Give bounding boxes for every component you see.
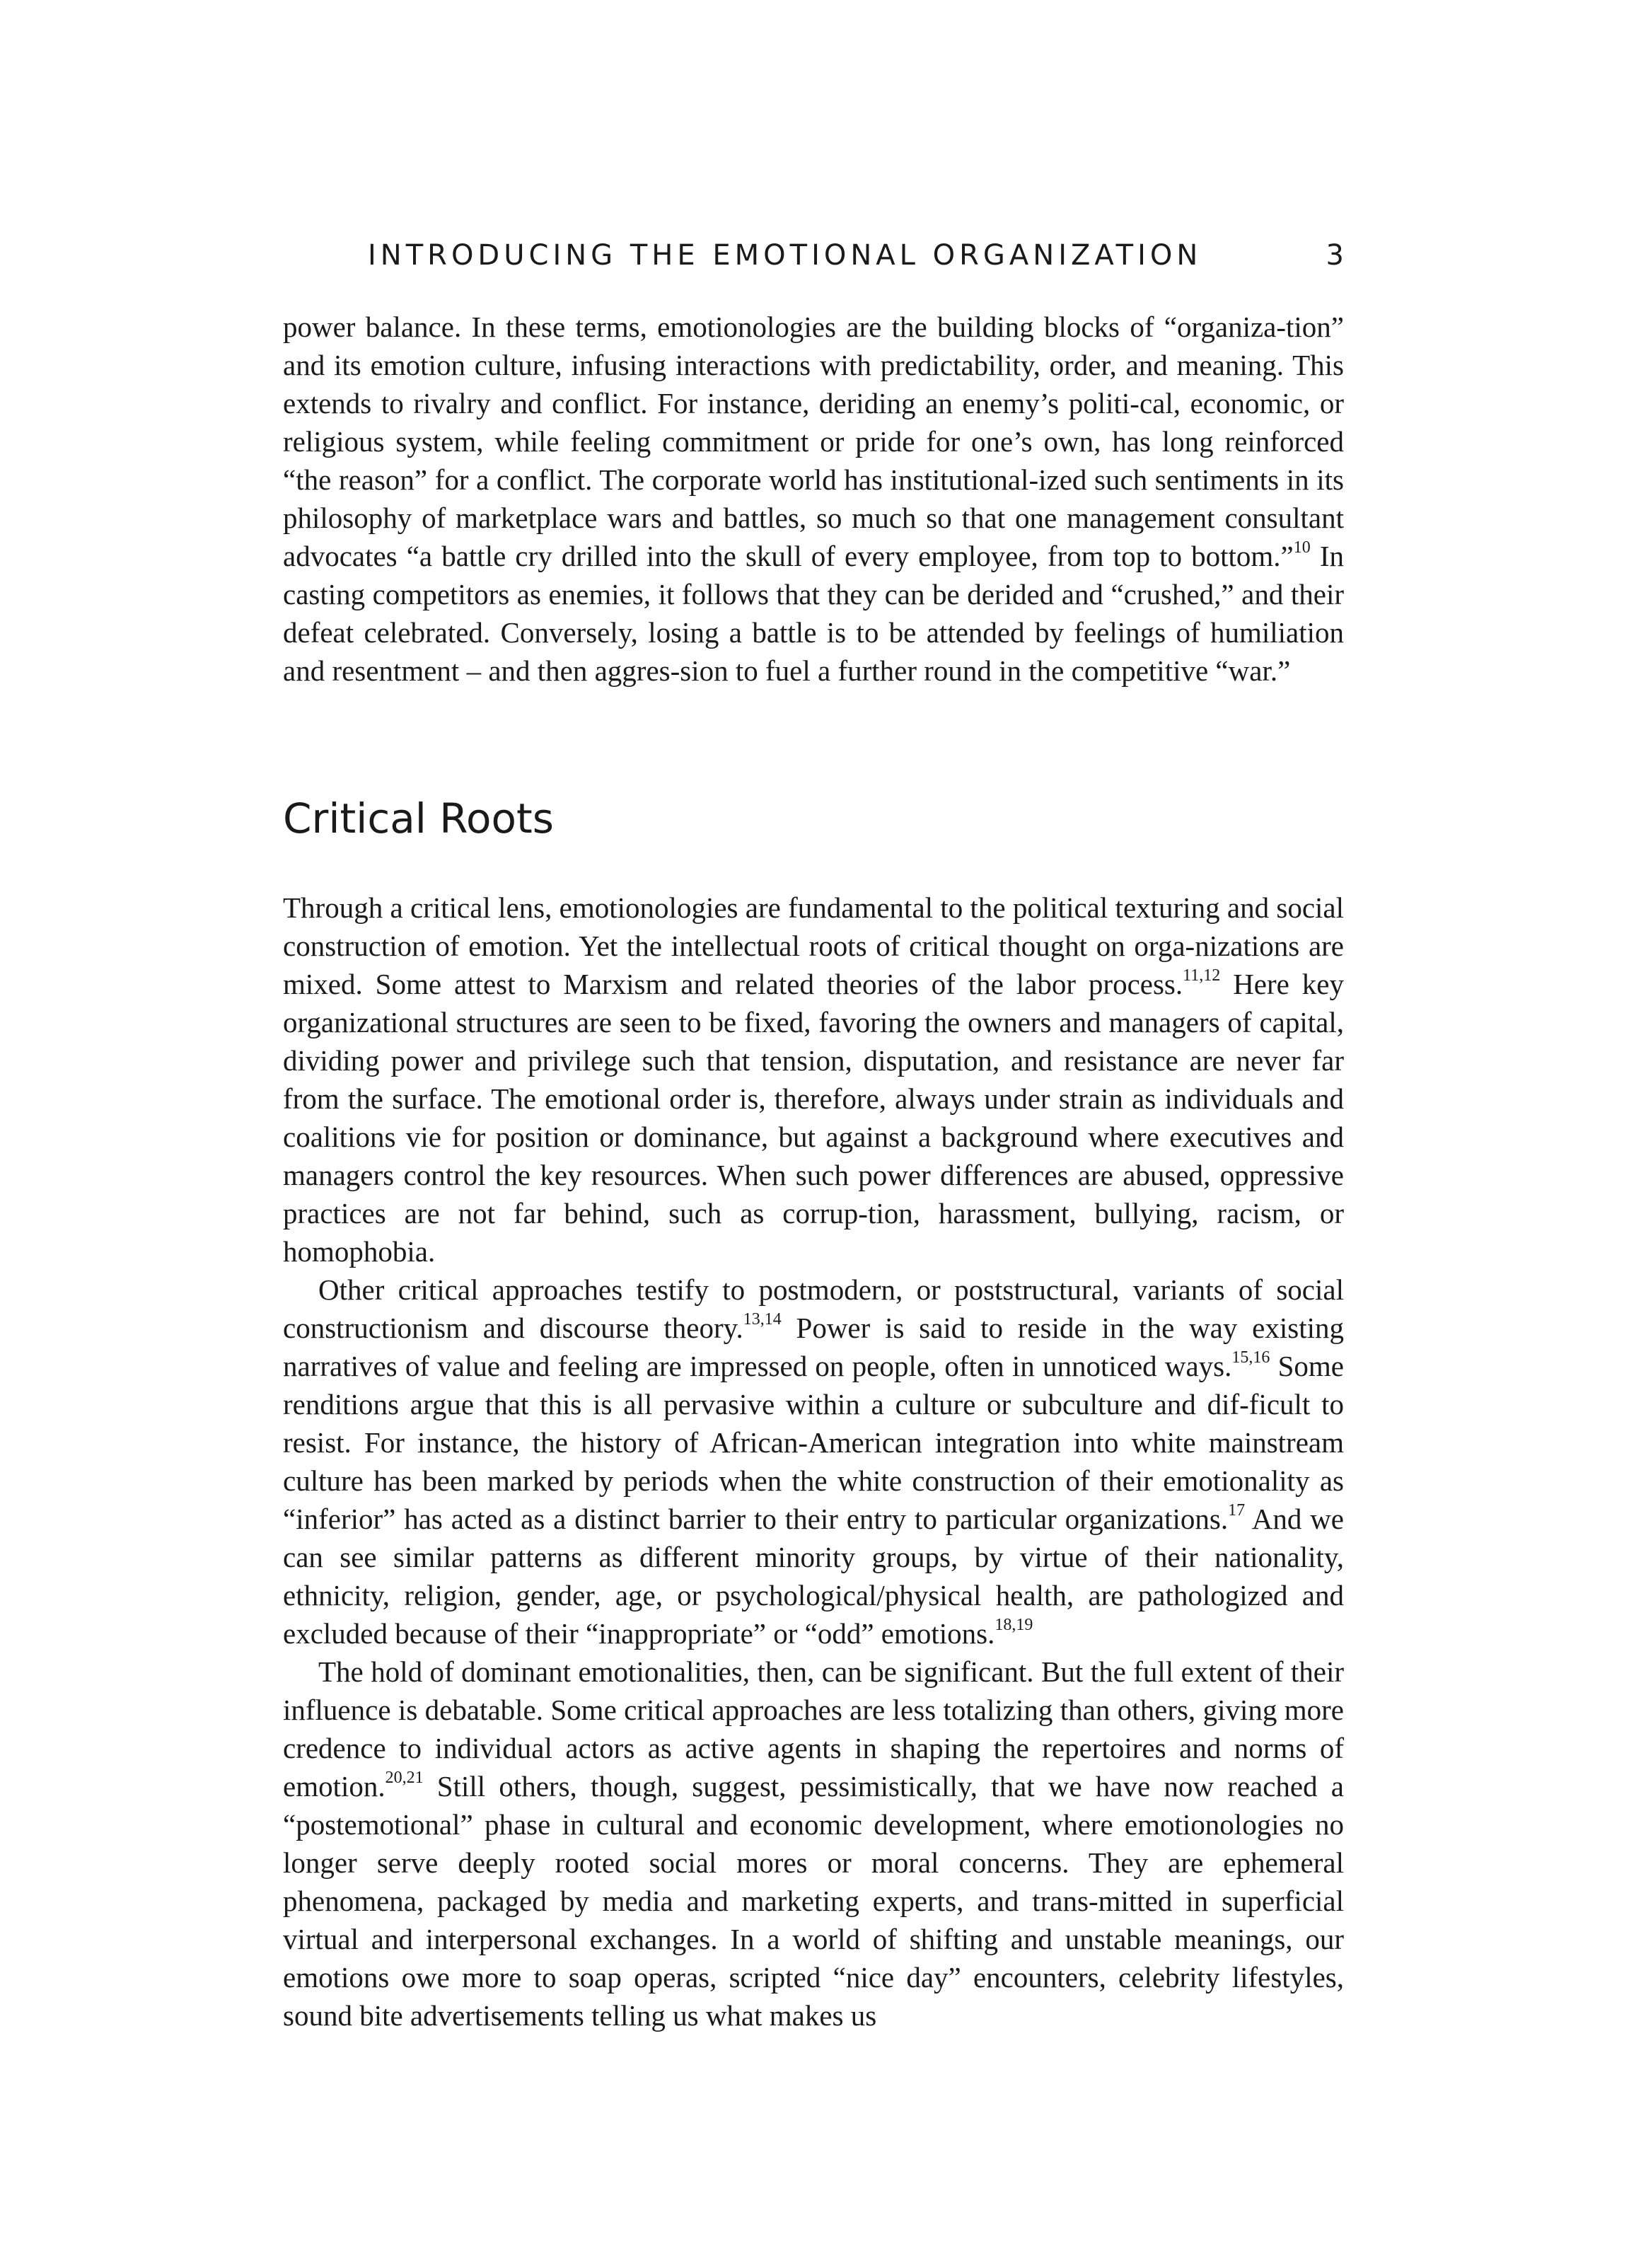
paragraph-text: The hold of dominant emotionalities, then, can be significant. But the full extent of their influence is debatable. Some critical approaches are less totalizing than others, giving more credence to individual actors as active agents in shaping the repertoires and norms of emotion. (283, 1655, 1344, 1803)
opening-text (283, 308, 1344, 690)
footnote-ref: 15,16 (1231, 1348, 1270, 1367)
book-page (283, 0, 1344, 2268)
footnote-ref: 18,19 (995, 1616, 1033, 1635)
footnote-ref: 17 (1228, 1501, 1246, 1520)
footnote-ref: 11,12 (1183, 966, 1221, 985)
paragraph-text: Still others, though, suggest, pessimistically, that we have now reached a “postemotional” phase in cultural and economic development, where emotionologies no longer serve deeply rooted social mores or moral concerns. They are ephemeral phenomena, packaged by media and marketing experts, and trans-mitted in superficial virtual and interpersonal exchanges. In a world of shifting and unstable meanings, our emotions owe more to soap operas, scripted “nice day” encounters, celebrity lifestyles, sound bite advertisements telling us what makes us (283, 1770, 1344, 2032)
footnote-ref: 20,21 (385, 1769, 424, 1788)
paragraph-dominant-emotionalities (283, 1653, 1344, 2035)
paragraph-text: power balance. In these terms, emotionologies are the building blocks of “organiza-tion” and its emotion culture, infusing interactions with predictability, order, and meaning. This extends to rivalry and conflict. For instance, deriding an enemy’s politi-cal, economic, or religious system, while feeling commitment or pride for one’s own, has long reinforced “the reason” for a conflict. The corporate world has institutional-ized such sentiments in its philosophy of marketplace wars and battles, so much so that one management consultant advocates “a battle cry drilled into the skull of every employee, from top to bottom.” (283, 311, 1344, 572)
section-body (283, 889, 1344, 2035)
paragraph-power-balance (283, 308, 1344, 690)
paragraph-text: Power is said to reside in the way existing narratives of value and feeling are impressed on people, often in unnoticed ways. (283, 1312, 1345, 1382)
paragraph-text: And we can see similar patterns as different minority groups, by virtue of their nationality, ethnicity, religion, gender, age, or psychological/physical health, are pathologized and excluded because of their “inappropriate” or “odd” emotions. (283, 1503, 1345, 1650)
page-number: 3 (1326, 239, 1344, 272)
paragraph-text: Other critical approaches testify to postmodern, or poststructural, variants of social constructionism and discourse theory. (283, 1273, 1344, 1344)
running-title: INTRODUCING THE EMOTIONAL ORGANIZATION (368, 239, 1202, 272)
footnote-ref: 10 (1293, 538, 1311, 557)
footnote-ref: 13,14 (743, 1310, 782, 1329)
section-heading: Critical Roots (283, 794, 554, 843)
paragraph-text: Through a critical lens, emotionologies are fundamental to the political texturing and social construction of emotion. Yet the intellectual roots of critical thought on orga-nizations are mixed. Some attest to Marxism and related theories of the labor process. (283, 891, 1344, 1000)
paragraph-other-approaches (283, 1271, 1344, 1653)
paragraph-text: Here key organizational structures are seen to be fixed, favoring the owners and managers of capital, dividing power and privilege such that tension, disputation, and resistance are never far from the surface. The emotional order is, therefore, always under strain as individuals and coalitions vie for position or dominance, but against a background where executives and managers control the key resources. When such power differences are abused, oppressive practices are not far behind, such as corrup-tion, harassment, bullying, racism, or homophobia. (283, 968, 1344, 1268)
paragraph-text: In casting competitors as enemies, it follows that they can be derided and “crushed,” and their defeat celebrated. Conversely, losing a battle is to be attended by feelings of humiliation and resentment – and then aggres-sion to fuel a further round in the competitive “war.” (283, 540, 1345, 687)
running-head (283, 239, 1344, 282)
paragraph-text: Some renditions argue that this is all pervasive within a culture or subculture and dif-ficult to resist. For instance, the history of African-American integration into white mainstream culture has been marked by periods when the white construction of their emotionality as “inferior” has acted as a distinct barrier to their entry to particular organizations. (283, 1350, 1344, 1535)
paragraph-critical-lens (283, 889, 1344, 1271)
